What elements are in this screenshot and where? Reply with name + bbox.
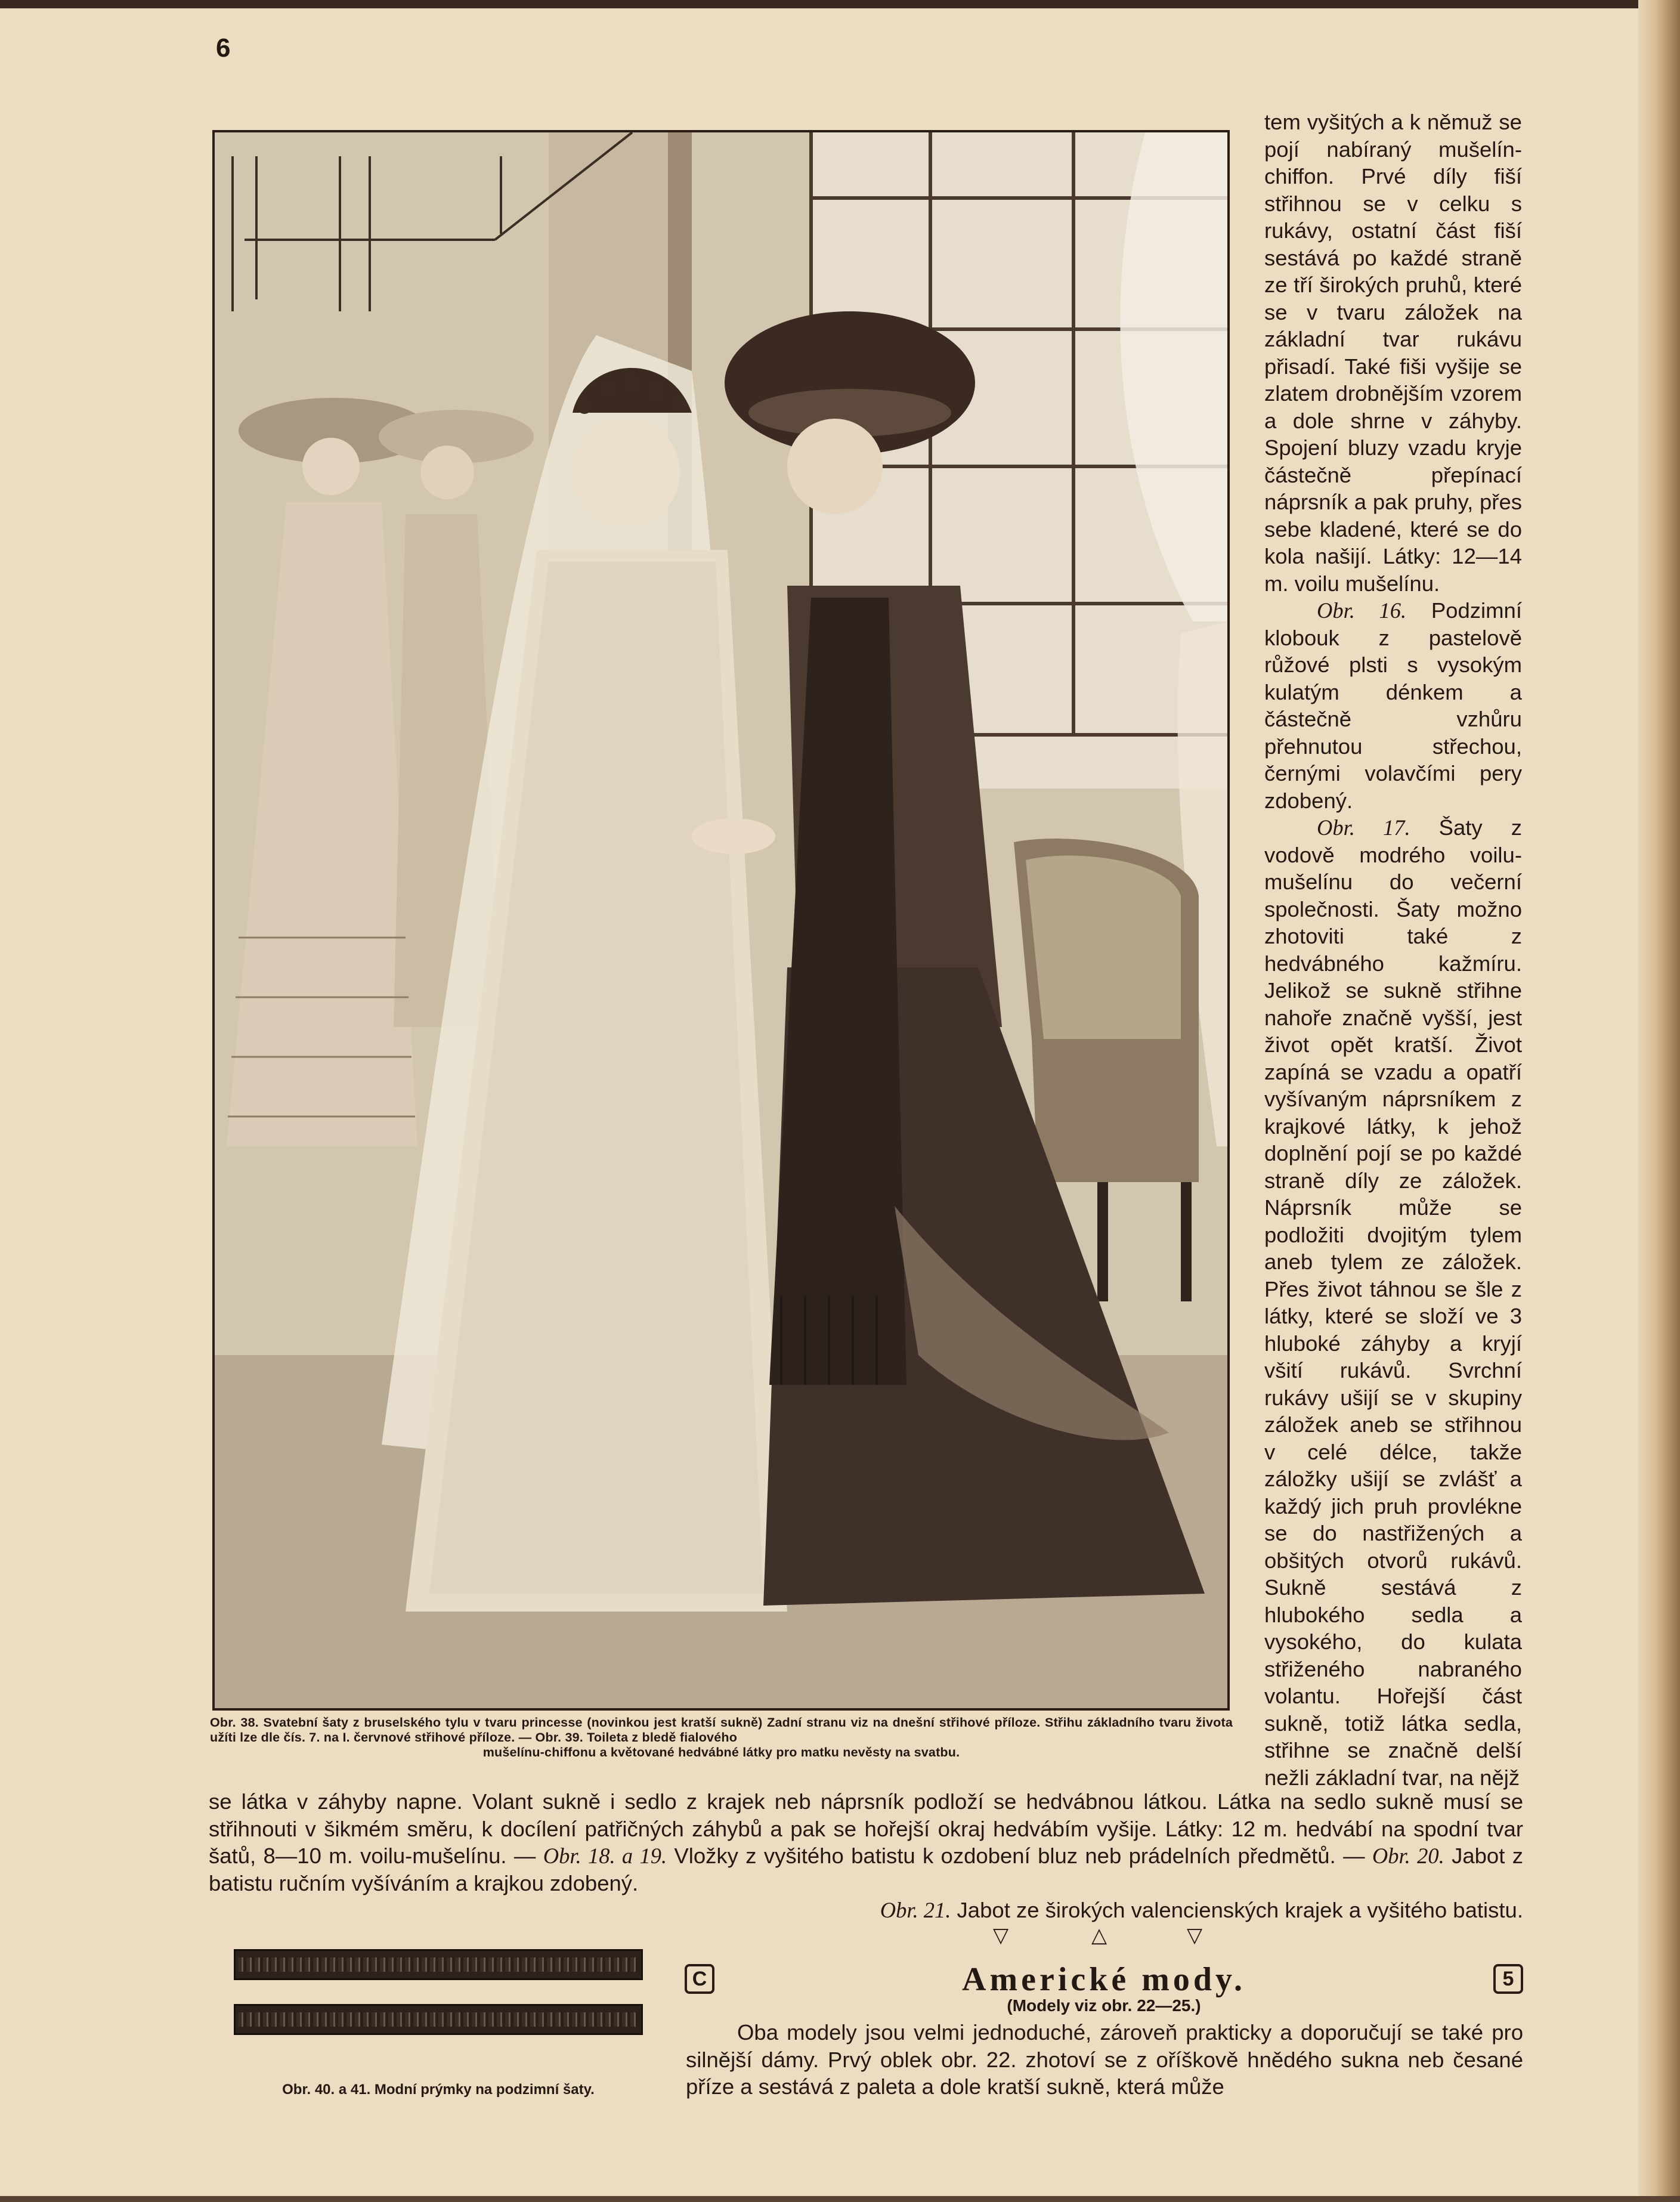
- trim-image-41: [234, 2004, 643, 2035]
- ornament-triangle: △: [1091, 1924, 1107, 1947]
- page-bottom-edge: [0, 2196, 1680, 2202]
- section-heading: [685, 1959, 1523, 2015]
- figure-label: Obr. 18. a 19.: [543, 1844, 667, 1868]
- side-text-column: [1264, 109, 1522, 1791]
- page-spine-edge: [1638, 0, 1680, 2202]
- full-width-paragraph: se látka v záhyby napne. Volant sukně i sedlo z krajek neb náprsník podloží se hedvábnou látkou. Látka na sedlo sukně musí se střihnouti v šikmém směru, k docílení patřičných záhybů a pak se hořejší okraj hedvábím vyšije. Látky: 12 m. hedvábí na spodní tvar šatů, 8—10 m. voilu-mušelínu. — Obr. 18. a 19. Vložky z vyšitého batistu k ozdobení bluz neb prádelních předmětů. — Obr. 20. Jabot z batistu ručním vyšíváním a krajkou zdobený.: [209, 1789, 1523, 1895]
- side-paragraph-obr16: [1264, 597, 1522, 814]
- plate-caption-line2: mušelínu-chiffonu a květované hedvábné látky pro matku nevěsty na svatbu.: [482, 1745, 960, 1759]
- figure-text: Jabot ze širokých valencienských krajek a vyšitého batistu.: [951, 1898, 1523, 1922]
- plate-drawing: [215, 132, 1230, 1711]
- side-paragraph-1: tem vyšitých a k němuž se pojí nabíraný mušelín-chiffon. Prvé díly fiší střihnou se v celku s rukávy, ostatní část fiší sestává po každé straně ze tří širokých pruhů, které se v tvaru záložek na základní tvar rukávu přisadí. Také fiši vyšije se zlatem drobnějším vzorem a dole shrne v záhyby. Spojení bluzy vzadu kryje částečně přepínací náprsník a pak pruhy, přes sebe kladené, které se do kola našijí. Látky: 12—14 m. voilu mušelínu.: [1264, 110, 1522, 596]
- trims-illustration: [234, 1949, 643, 2059]
- section-emblem-left-icon: C: [685, 1964, 714, 1994]
- trim-image-40: [234, 1949, 643, 1980]
- section-emblem-right-icon: 5: [1493, 1964, 1523, 1994]
- plate-caption-line1: Obr. 38. Svatební šaty z bruselského tylu v tvaru princesse (novinkou jest kratší sukně) Zadní stranu viz na dnešní střihové příloze. Střihu základního tvaru života užíti lze dle čís. 7. na I. červnové střihové příloze. — Obr. 39. Toileta z bledě fialového: [210, 1715, 1233, 1745]
- side-paragraph-text: Šaty z vodově modrého voilu-mušelínu do večerní společnosti. Šaty možno zhotoviti také z hedvábného kažmíru. Jelikož se sukně střihne nahoře značně vyšší, jest život opět kratší. Život zapíná se vzadu a opatří vyšívaným náprsníkem z krajkové látky, k jehož doplnění pojí se po každé straně díly ze záložek. Náprsník může se podložiti dvojitým tylem aneb tylem ze záložek. Přes život táhnou se šle z látky, které se složí ve 3 hluboké záhyby a kryjí všití rukávů. Svrchní rukávy ušijí se v skupiny záložek aneb se střihnou v celé délce, takže záložky ušijí se zvlášť a každý jich pruh provlékne se do nastřižených a obšitých otvorů rukávů. Sukně sestává z hlubokého sedla a vysokého, do kulata střiženého nabraného volantu. Hořejší část sukně, totiž látka sedla, střihne se značně delší nežli základní tvar, na nějž: [1264, 815, 1522, 1790]
- figure-label: Obr. 21.: [880, 1898, 951, 1922]
- page-top-edge: [0, 0, 1680, 8]
- trims-caption: Obr. 40. a 41. Modní prýmky na podzimní šaty.: [282, 2082, 595, 2098]
- ornament-triangle: ▽: [993, 1924, 1009, 1947]
- section-title: Americké mody.: [962, 1961, 1246, 1998]
- side-paragraph-text: Podzimní klobouk z pastelově růžové plsti s vysokým kulatým dénkem a částečně vzhůru přehnutou střechou, černými volavčími pery zdobený.: [1264, 598, 1522, 813]
- plate-caption: [210, 1715, 1233, 1760]
- figure-text: Jabot z batistu ručním vyšíváním a krajkou zdobený.: [209, 1844, 1523, 1895]
- figure-text: Vložky z vyšitého batistu k ozdobení bluz neb prádelních předmětů.: [667, 1844, 1336, 1868]
- section-subtitle: (Modely viz obr. 22—25.): [1007, 1996, 1201, 2015]
- figure-label: Obr. 17.: [1317, 815, 1410, 840]
- side-paragraph-obr17: [1264, 814, 1522, 1791]
- full-width-text: [209, 1788, 1523, 1924]
- section-body: Oba modely jsou velmi jednoduché, zároveň prakticky a doporučují se také pro silnější dámy. Prvý oblek obr. 22. zhotoví se z oříškově hnědého sukna neb česané příze a sestává z paletа a dole kratší sukně, která může: [686, 2020, 1523, 2099]
- ornament-triangle: ▽: [1187, 1924, 1203, 1947]
- full-width-paragraph-text: se látka v záhyby napne. Volant sukně i sedlo z krajek neb náprsník podloží se hedvábnou látkou. Látka na sedlo sukně musí se střihnouti v šikmém směru, k docílení patřičných záhybů a pak se hořejší okraj hedvábím vyšije. Látky: 12 m. hedvábí na spodní tvar šatů, 8—10 m. voilu-mušelínu.: [209, 1789, 1523, 1868]
- figure-label: Obr. 16.: [1317, 598, 1407, 623]
- fashion-plate-illustration: [212, 130, 1230, 1711]
- figure-label: Obr. 20.: [1372, 1844, 1444, 1868]
- page-number: 6: [216, 33, 231, 63]
- obr21-line: [209, 1897, 1523, 1924]
